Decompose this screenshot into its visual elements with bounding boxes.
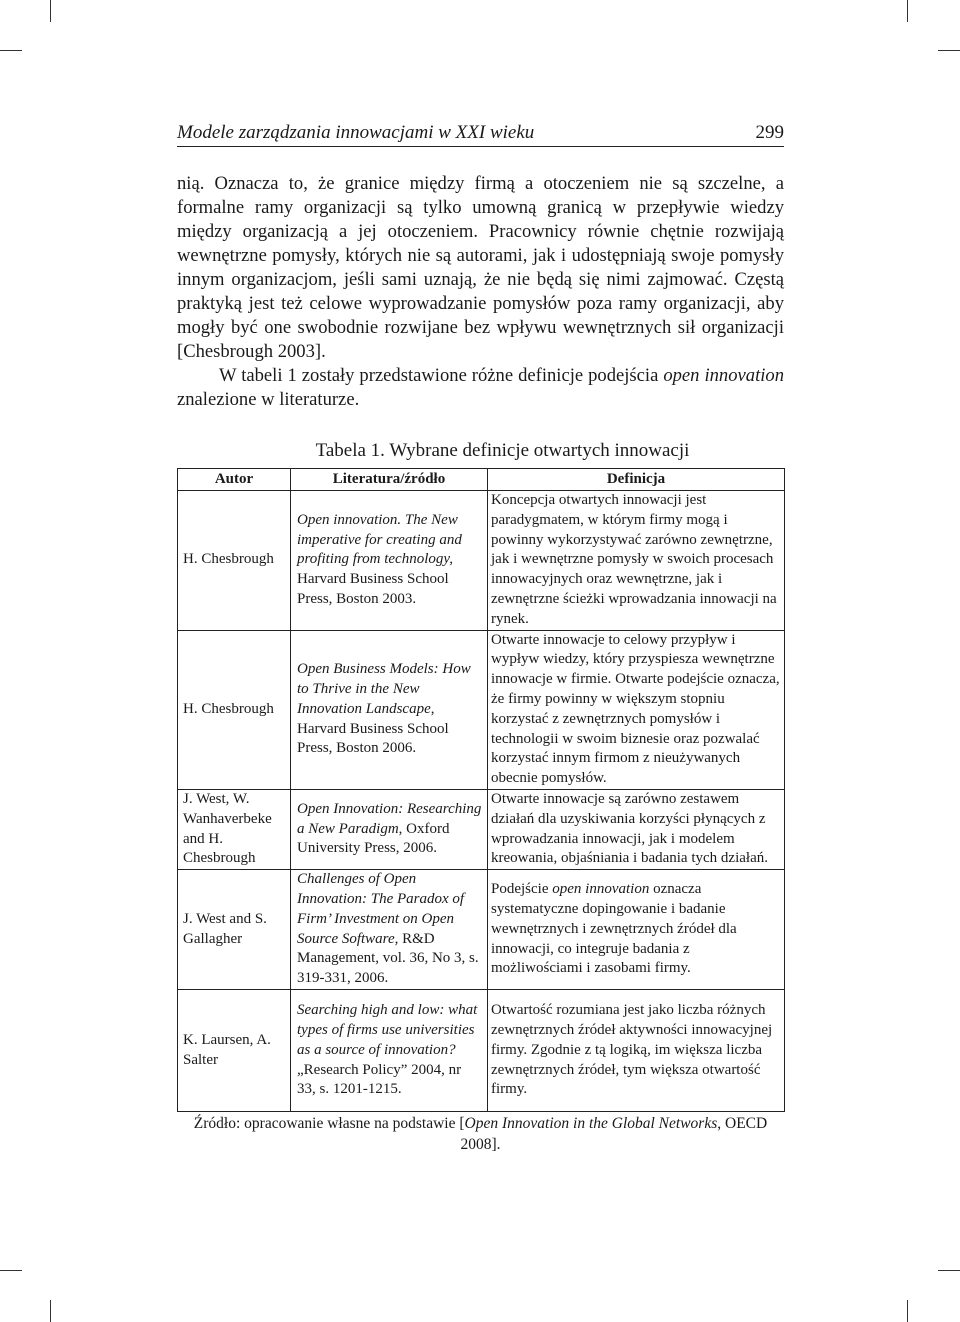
column-header-author: Autor	[178, 469, 291, 491]
author-cell: K. Laursen, A. Salter	[178, 990, 291, 1112]
running-header	[177, 120, 784, 147]
paragraph: W tabeli 1 zostały przedstawione różne definicje podejścia open innovation znalezione w literaturze.	[177, 365, 784, 410]
source-cell: Open Innovation: Researching a New Paradigm, Oxford University Press, 2006.	[291, 789, 488, 869]
crop-mark	[907, 1300, 908, 1322]
table-row	[178, 491, 785, 631]
crop-mark	[938, 1270, 960, 1271]
definition-cell: Otwarte innowacje to celowy przypływ i wypływ wiedzy, który przyspiesza wewnętrzne innowacje w firmie. Otwarte podejście oznacza, że firmy powinny w większym stopniu korzystać z zewnętrznych pomysłów i technologii w swoim biznesie oraz pozwalać korzystać innym firmom z nieużywanych obecnie pomysłów.	[488, 630, 785, 789]
column-header-source: Literatura/źródło	[291, 469, 488, 491]
crop-mark	[938, 50, 960, 51]
table-row	[178, 990, 785, 1112]
crop-mark	[50, 1300, 51, 1322]
table-row	[178, 789, 785, 869]
source-cell: Open innovation. The New imperative for creating and profiting from technology, Harvard Business School Press, Boston 2003.	[291, 491, 488, 631]
definition-cell: Koncepcja otwartych innowacji jest paradygmatem, w którym firmy mogą i powinny wykorzystywać zarówno zewnętrzne, jak i wewnętrzne pomysły w swoich procesach innowacyjnych oraz wewnętrzne, jak i zewnętrzne ścieżki wprowadzania innowacji na rynek.	[488, 491, 785, 631]
paragraph: nią. Oznacza to, że granice między firmą a otoczeniem nie są szczelne, a formalne ramy organizacji są tylko umowną granicą w przepływie wiedzy między organizacją a jej otoczeniem. Pracownicy równie chętnie rozwijają wewnętrzne pomysły, których nie są autorami, jak i udostępniają swoje pomysły innym organizacjom, jeśli sami uznają, że nie będą się nimi zajmować. Częstą praktyką jest też celowe wyprowadzanie pomysłów poza ramy organizacji, aby mogły być one swobodnie rozwijane bez wpływu wewnętrznych sił organizacji [Chesbrough 2003].	[177, 173, 784, 362]
table-header-row	[178, 469, 785, 491]
body-text	[177, 172, 784, 412]
table-caption: Tabela 1. Wybrane definicje otwartych innowacji	[315, 440, 690, 461]
crop-mark	[0, 1270, 22, 1271]
definition-cell: Podejście open innovation oznacza systematyczne dopingowanie i badanie wewnętrznych i zewnętrznych źródeł dla innowacji, co integruje badania z możliwościami i zasobami firmy.	[488, 870, 785, 990]
definition-cell: Otwarte innowacje są zarówno zestawem działań dla uzyskiwania korzyści płynących z wprowadzania innowacji, jak i modelem kreowania, objaśniania i badania tych działań.	[488, 789, 785, 869]
crop-mark	[907, 0, 908, 22]
source-note: Źródło: opracowanie własne na podstawie [Open Innovation in the Global Networks, OECD 2008].	[193, 1115, 768, 1153]
definition-cell: Otwartość rozumiana jest jako liczba różnych zewnętrznych źródeł aktywności innowacyjnej firmy. Zgodnie z tą logiką, im większa liczba zewnętrznych źródeł, tym większa otwartość firmy.	[488, 990, 785, 1112]
source-cell: Challenges of Open Innovation: The Paradox of Firm’ Investment on Open Source Software, R&D Management, vol. 36, No 3, s. 319-331, 2006.	[291, 870, 488, 990]
author-cell: J. West and S. Gallagher	[178, 870, 291, 990]
author-cell: H. Chesbrough	[178, 491, 291, 631]
table-row	[178, 870, 785, 990]
page-number: 299	[755, 122, 784, 143]
running-title: Modele zarządzania innowacjami w XXI wieku	[177, 122, 535, 143]
source-cell: Open Business Models: How to Thrive in the New Innovation Landscape, Harvard Business School Press, Boston 2006.	[291, 630, 488, 789]
definitions-table	[177, 468, 785, 1112]
author-cell: H. Chesbrough	[178, 630, 291, 789]
crop-mark	[0, 50, 22, 51]
source-cell: Searching high and low: what types of firms use universities as a source of innovation? „Research Policy” 2004, nr 33, s. 1201-1215.	[291, 990, 488, 1112]
table-row	[178, 630, 785, 789]
author-cell: J. West, W. Wanhaverbeke and H. Chesbrough	[178, 789, 291, 869]
column-header-definition: Definicja	[488, 469, 785, 491]
crop-mark	[50, 0, 51, 22]
